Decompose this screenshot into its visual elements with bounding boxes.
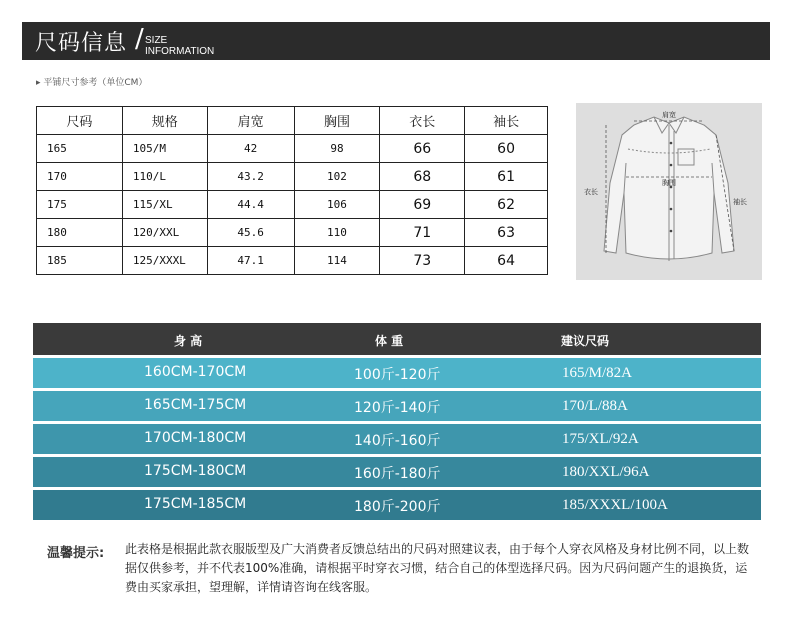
header-spec: 规格 xyxy=(122,107,207,135)
table-row xyxy=(33,358,761,388)
table-row xyxy=(33,490,761,520)
recommendation-header xyxy=(33,323,761,355)
table-row xyxy=(37,163,548,191)
table-row xyxy=(33,424,761,454)
cell-sleeve: 61 xyxy=(465,163,548,191)
cell-chest: 110 xyxy=(294,219,380,247)
table-row xyxy=(37,219,548,247)
header-length: 衣长 xyxy=(380,107,465,135)
cell-shoulder: 45.6 xyxy=(207,219,294,247)
cell-spec: 115/XL xyxy=(122,191,207,219)
cell-sleeve: 64 xyxy=(465,247,548,275)
cell-spec: 125/XXXL xyxy=(122,247,207,275)
cell-chest: 106 xyxy=(294,191,380,219)
cell-height: 170CM-180CM xyxy=(144,430,247,446)
cell-shoulder: 44.4 xyxy=(207,191,294,219)
cell-sleeve: 60 xyxy=(465,135,548,163)
cell-height: 160CM-170CM xyxy=(144,364,247,380)
table-row xyxy=(33,391,761,421)
cell-height: 175CM-185CM xyxy=(144,496,247,512)
subtitle-line-2: INFORMATION xyxy=(145,46,215,57)
cell-size: 175 xyxy=(37,191,123,219)
cell-suggested-size: 180/XXL/96A xyxy=(562,464,650,480)
cell-suggested-size: 170/L/88A xyxy=(562,398,628,414)
title-slash: / xyxy=(135,24,144,54)
tip-label: 温馨提示: xyxy=(47,546,105,561)
label-chest: 胸围 xyxy=(662,179,676,187)
header-height: 身 高 xyxy=(174,334,203,348)
cell-length: 73 xyxy=(380,247,465,275)
section-header xyxy=(22,22,770,60)
cell-weight: 160斤-180斤 xyxy=(354,466,441,482)
cell-weight: 100斤-120斤 xyxy=(354,367,441,383)
header-sleeve: 袖长 xyxy=(465,107,548,135)
cell-chest: 98 xyxy=(294,135,380,163)
cell-weight: 180斤-200斤 xyxy=(354,499,441,515)
header-weight: 体 重 xyxy=(375,334,404,348)
cell-shoulder: 43.2 xyxy=(207,163,294,191)
cell-shoulder: 42 xyxy=(207,135,294,163)
shirt-illustration xyxy=(576,103,762,280)
cell-suggested-size: 185/XXXL/100A xyxy=(562,497,668,513)
cell-suggested-size: 165/M/82A xyxy=(562,365,633,381)
header-shoulder: 肩宽 xyxy=(207,107,294,135)
cell-weight: 120斤-140斤 xyxy=(354,400,441,416)
cell-size: 180 xyxy=(37,219,123,247)
cell-spec: 110/L xyxy=(122,163,207,191)
cell-shoulder: 47.1 xyxy=(207,247,294,275)
cell-length: 66 xyxy=(380,135,465,163)
size-table-header-row xyxy=(37,107,548,135)
label-sleeve: 袖长 xyxy=(733,198,747,206)
label-length: 衣长 xyxy=(584,188,598,196)
cell-sleeve: 63 xyxy=(465,219,548,247)
cell-chest: 114 xyxy=(294,247,380,275)
cell-sleeve: 62 xyxy=(465,191,548,219)
subtitle-line-1: SIZE xyxy=(145,35,168,46)
cell-length: 69 xyxy=(380,191,465,219)
size-table xyxy=(36,106,548,275)
cell-length: 68 xyxy=(380,163,465,191)
section-subtitle xyxy=(145,35,214,57)
cell-spec: 120/XXL xyxy=(122,219,207,247)
label-shoulder: 肩宽 xyxy=(662,111,676,119)
header-suggested-size: 建议尺码 xyxy=(561,334,610,348)
cell-weight: 140斤-160斤 xyxy=(354,433,441,449)
cell-chest: 102 xyxy=(294,163,380,191)
cell-length: 71 xyxy=(380,219,465,247)
cell-size: 170 xyxy=(37,163,123,191)
size-recommendation-table xyxy=(33,323,761,520)
cell-height: 165CM-175CM xyxy=(144,397,247,413)
tip-text: 此表格是根据此款衣服版型及广大消费者反馈总结出的尺码对照建议表，由于每个人穿衣风格及身材比例不同，以上数据仅供参考，并不代表100%准确，请根据平时穿衣习惯，结合自己的体型选择尺码。因为尺码问题产生的退换货，运费由买家承担，望理解，详情请咨询在线客服。 xyxy=(125,542,750,594)
cell-spec: 105/M xyxy=(122,135,207,163)
table-row xyxy=(37,191,548,219)
cell-size: 165 xyxy=(37,135,123,163)
measurement-note: ▸ 平铺尺寸参考（单位CM） xyxy=(36,78,148,88)
table-row xyxy=(33,457,761,487)
table-row xyxy=(37,135,548,163)
section-title: 尺码信息 xyxy=(35,31,128,56)
header-chest: 胸围 xyxy=(294,107,380,135)
cell-size: 185 xyxy=(37,247,123,275)
table-row xyxy=(37,247,548,275)
cell-suggested-size: 175/XL/92A xyxy=(562,431,639,447)
shirt-diagram xyxy=(576,103,762,280)
cell-height: 175CM-180CM xyxy=(144,463,247,479)
header-size: 尺码 xyxy=(37,107,123,135)
